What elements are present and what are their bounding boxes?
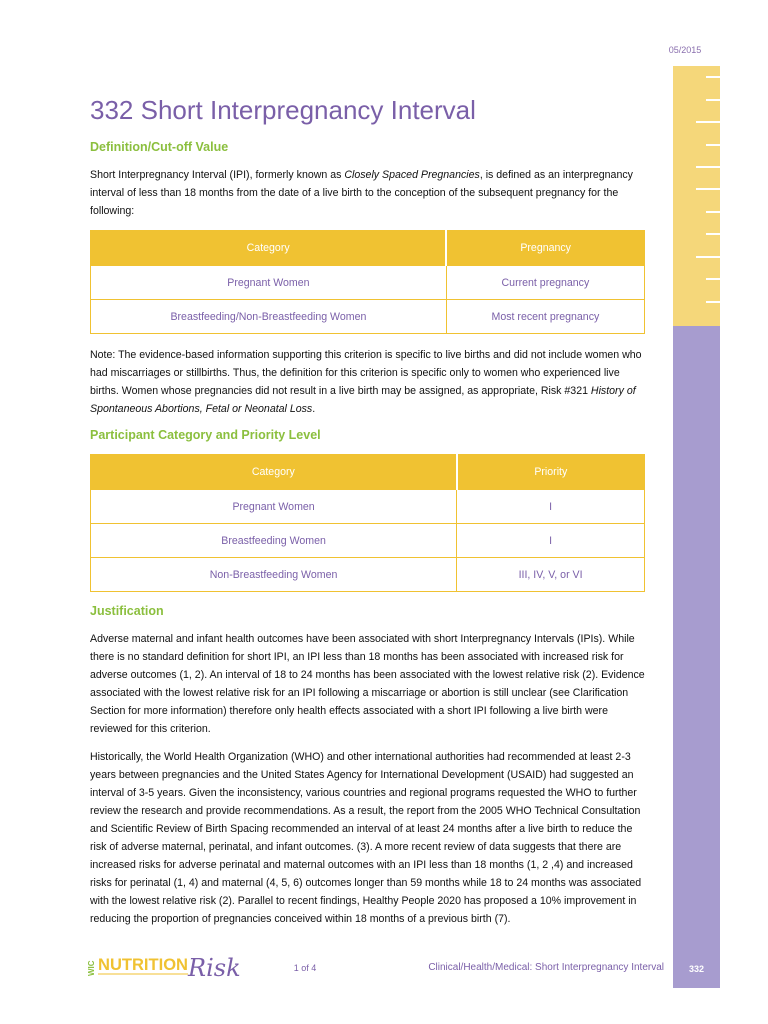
page-indicator: 1 of 4 [293,963,317,973]
ruler-tick [696,188,720,190]
table-cell: Breastfeeding/Non-Breastfeeding Women [91,300,447,334]
table-cell: Pregnant Women [91,490,457,524]
section-heading-priority: Participant Category and Priority Level [90,428,321,442]
table-cell: Most recent pregnancy [446,300,644,334]
table-header-row [91,231,645,266]
revision-date: 05/2015 [668,45,702,55]
table-cell: Current pregnancy [446,266,644,300]
logo-wic-text: WIC [87,960,96,976]
ruler-tick [706,278,720,280]
section-heading-justification: Justification [90,604,164,618]
ruler-tick [706,76,720,78]
table-header-row [91,455,645,490]
note-paragraph [90,346,645,418]
note-emphasis: History of Spontaneous Abortions, Fetal or Neonatal Loss [90,385,636,415]
sidebar-ruler [673,66,720,326]
logo-nutrition-text: NUTRITION [98,955,188,974]
table-row [91,266,645,300]
footer-section-title: Clinical/Health/Medical: Short Interpregnancy Interval [428,962,664,973]
ruler-tick [696,121,720,123]
note-text-end: . [312,403,316,415]
table-header-cell: Pregnancy [446,231,644,266]
table-row [91,300,645,334]
table-cell: Non-Breastfeeding Women [91,558,457,592]
table-cell: Breastfeeding Women [91,524,457,558]
justification-paragraph-1: Adverse maternal and infant health outcomes have been associated with short Interpregnancy Intervals (IPIs). While there is no standard definition for short IPI, an IPI less than 18 months has been associated with increased risk for adverse outcomes (1, 2). An interval of 18 to 24 months has been associated with the lowest relative risk (2). Evidence associated with the lowest relative risk for an IPI following a miscarriage or abortion is still unclear (see Clarification Section for more information) therefore only health effects associated with a short IPI following a live birth were reviewed for this criterion. [90,633,645,735]
ruler-tick [706,301,720,303]
definition-text-end: , is defined as an interpregnancy interval of less than 18 months from the date of a live birth to the conception of the subsequent pregnancy for the following: [90,169,633,217]
ruler-tick [696,166,720,168]
ruler-tick [706,211,720,213]
page-content [90,95,645,938]
table-row [91,524,645,558]
note-text: Note: The evidence-based information supporting this criterion is specific to live births and did not include women who had miscarriages or stillbirths. Thus, the definition for this criterion is specific only to women who experienced live births. Women whose pregnancies did not result in a live birth may be assigned, as appropriate, Risk #321 [90,349,642,397]
definition-text: Short Interpregnancy Interval (IPI), formerly known as [90,169,345,181]
definition-table [90,230,645,334]
table-header-cell: Priority [457,455,645,490]
table-cell: III, IV, V, or VI [457,558,645,592]
priority-table [90,454,645,592]
ruler-tick [696,256,720,258]
table-row [91,558,645,592]
table-cell: I [457,524,645,558]
logo-risk-text: Risk [188,954,241,982]
ruler-tick [706,144,720,146]
section-heading-definition: Definition/Cut-off Value [90,140,229,154]
sidebar-band [673,326,720,954]
table-cell: I [457,490,645,524]
table-row [91,490,645,524]
ruler-tick [706,99,720,101]
wic-nutrition-risk-logo [88,946,248,980]
table-header-cell: Category [91,455,457,490]
table-cell: Pregnant Women [91,266,447,300]
risk-code-label: 332 [688,964,705,974]
table-header-cell: Category [91,231,447,266]
ruler-tick [706,233,720,235]
justification-paragraph-2: Historically, the World Health Organization (WHO) and other international authorities had recommended at least 2-3 years between pregnancies and the United States Agency for International Development (USAID) had suggested an interval of 3-5 years. Given the inconsistency, various countries and regional programs requested the WHO to further review the research and provide recommendations. As a result, the report from the 2005 WHO Technical Consultation and Scientific Review of Birth Spacing recommended an interval of at least 24 months after a live birth to reduce the risk of adverse maternal, perinatal, and infant outcomes. (3). A more recent review of data suggests that there are increased risks for adverse perinatal and maternal outcomes with an IPI less than 18 months (1, 2 ,4) and increased risks for perinatal (1, 4) and maternal (4, 5, 6) outcomes longer than 59 months while 18 to 24 months was associated with the lowest relative risk (2). Parallel to recent findings, Healthy People 2020 has proposed a 10% improvement in reducing the proportion of pregnancies conceived within 18 months of a previous birth (7). [90,751,642,925]
page-title: 332 Short Interpregnancy Interval [90,95,476,125]
definition-paragraph [90,166,645,220]
definition-emphasis: Closely Spaced Pregnancies [344,169,480,181]
